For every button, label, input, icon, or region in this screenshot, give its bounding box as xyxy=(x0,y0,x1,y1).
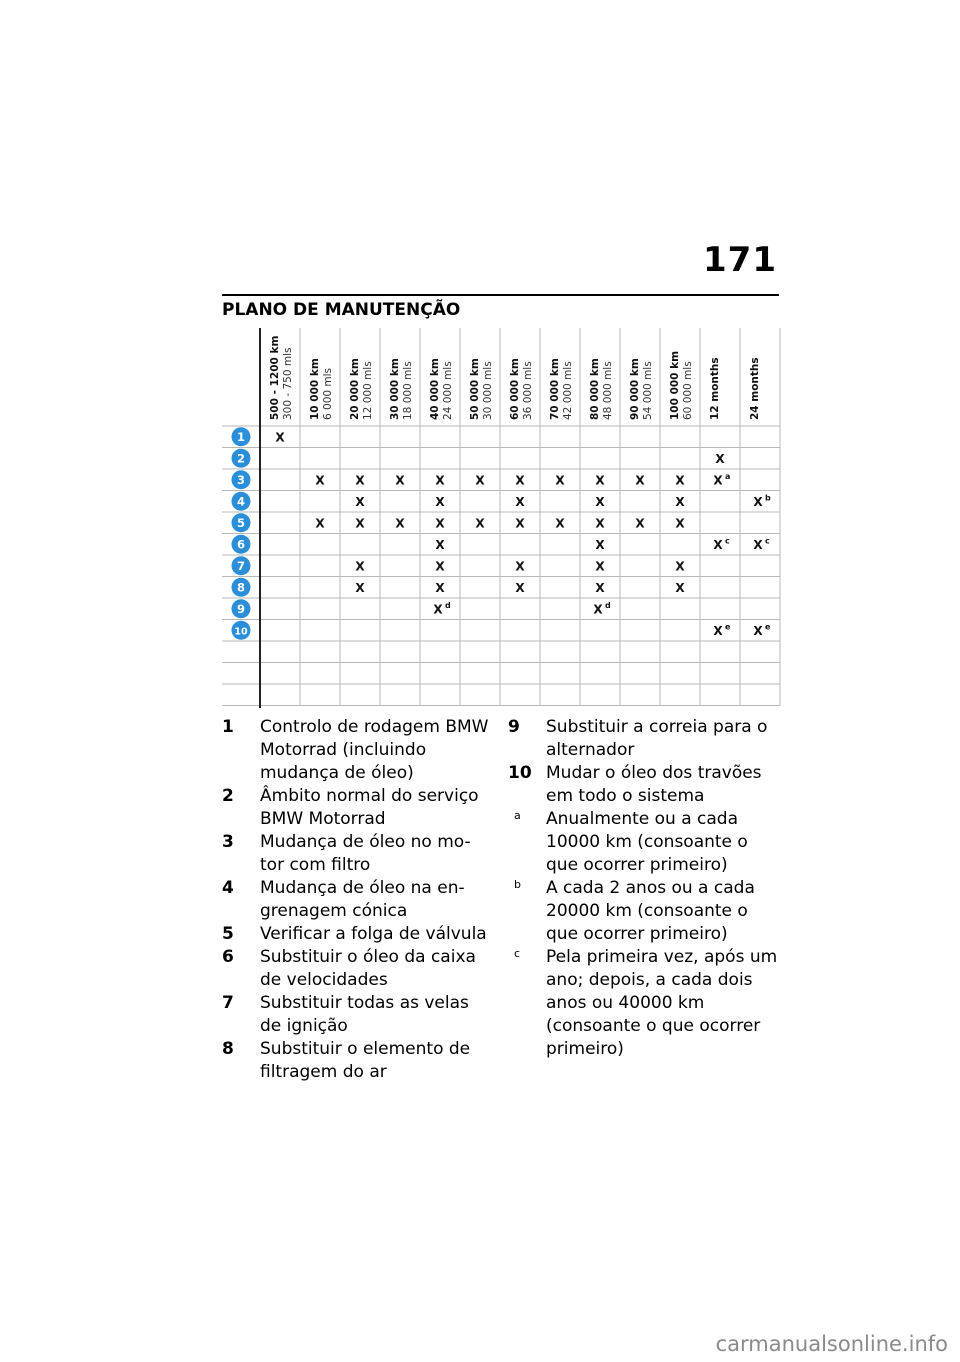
maintenance-mark: X xyxy=(675,516,685,531)
maintenance-mark: X xyxy=(595,580,605,595)
legend-item xyxy=(222,1038,492,1084)
header-rule xyxy=(222,294,779,296)
footnote-superscript: d xyxy=(445,600,451,610)
column-header-secondary: 300 - 750 mls xyxy=(282,347,294,420)
maintenance-mark: X xyxy=(713,537,723,552)
column-header-primary: 12 months xyxy=(709,357,721,420)
row-number: 3 xyxy=(236,472,246,487)
legend-number: 4 xyxy=(222,878,234,898)
maintenance-mark: X xyxy=(355,473,365,488)
maintenance-mark: X xyxy=(713,473,723,488)
column-header-secondary: 6 000 mls xyxy=(322,367,334,420)
column-header-primary: 40 000 km xyxy=(429,358,441,420)
legend-number: 2 xyxy=(222,786,234,806)
legend-number: 10 xyxy=(508,763,532,783)
legend-item xyxy=(222,831,492,877)
row-number: 1 xyxy=(236,429,246,444)
column-header-primary: 100 000 km xyxy=(669,350,681,420)
legend-number: 1 xyxy=(222,717,234,737)
footnote-marker: c xyxy=(514,947,521,960)
maintenance-schedule-table xyxy=(222,328,782,708)
legend-text: Verificar a folga de válvula xyxy=(260,924,487,944)
maintenance-mark: X xyxy=(435,494,445,509)
maintenance-mark: X xyxy=(595,537,605,552)
maintenance-mark: X xyxy=(315,473,325,488)
maintenance-mark: X xyxy=(355,559,365,574)
maintenance-mark: X xyxy=(753,494,763,509)
maintenance-mark: X xyxy=(435,559,445,574)
footnote-item xyxy=(508,808,778,877)
legend-item xyxy=(222,992,492,1038)
row-number: 9 xyxy=(236,601,246,616)
footnote-item xyxy=(508,877,778,946)
section-title: PLANO DE MANUTENÇÃO xyxy=(222,300,461,320)
legend-text: Substituir o óleo da caixa de velocidades xyxy=(260,947,476,990)
legend-number: 6 xyxy=(222,947,234,967)
legend-number: 7 xyxy=(222,993,234,1013)
maintenance-mark: X xyxy=(753,537,763,552)
column-header-primary: 24 months xyxy=(749,357,761,420)
legend-item xyxy=(508,762,778,808)
maintenance-mark: X xyxy=(435,516,445,531)
maintenance-mark: X xyxy=(435,537,445,552)
legend-item xyxy=(222,923,492,946)
footnote-text: Pela primeira vez, após um ano; depois, a cada dois anos ou 40000 km (consoante o que ocorrer primeiro) xyxy=(546,947,778,1059)
maintenance-mark: X xyxy=(395,516,405,531)
footnote-text: Anualmente ou a cada 10000 km (consoante o que ocorrer primeiro) xyxy=(546,809,748,875)
column-header-secondary: 42 000 mls xyxy=(562,361,574,420)
column-header-primary: 80 000 km xyxy=(589,358,601,420)
maintenance-mark: X xyxy=(433,602,443,617)
legend-number: 8 xyxy=(222,1039,234,1059)
maintenance-mark: X xyxy=(753,623,763,638)
footnote-marker: b xyxy=(514,878,521,891)
maintenance-mark: X xyxy=(515,559,525,574)
maintenance-mark: X xyxy=(595,559,605,574)
legend-number: 3 xyxy=(222,832,234,852)
legend-number: 9 xyxy=(508,717,520,737)
maintenance-mark: X xyxy=(355,516,365,531)
footnote-superscript: c xyxy=(725,536,730,546)
column-header-primary: 500 - 1200 km xyxy=(269,335,281,420)
maintenance-mark: X xyxy=(475,473,485,488)
legend-text: Mudança de óleo na en-grenagem cónica xyxy=(260,878,465,921)
legend-item xyxy=(222,716,492,785)
legend-right xyxy=(508,716,778,1061)
row-number: 8 xyxy=(236,580,246,595)
legend-text: Mudar o óleo dos travões em todo o sistema xyxy=(546,763,762,806)
row-number: 7 xyxy=(236,558,246,573)
footnote-item xyxy=(508,946,778,1061)
column-header-primary: 20 000 km xyxy=(349,358,361,420)
maintenance-mark: X xyxy=(435,580,445,595)
column-header-primary: 70 000 km xyxy=(549,358,561,420)
maintenance-mark: X xyxy=(515,473,525,488)
maintenance-mark: X xyxy=(635,473,645,488)
maintenance-mark: X xyxy=(275,430,285,445)
legend-text: Mudança de óleo no mo-tor com filtro xyxy=(260,832,471,875)
page-number: 171 xyxy=(703,240,777,280)
footnote-superscript: a xyxy=(725,471,731,481)
legend-text: Substituir a correia para o alternador xyxy=(546,717,768,760)
row-number: 5 xyxy=(236,515,246,530)
legend-item xyxy=(222,785,492,831)
row-number: 4 xyxy=(236,494,246,509)
column-header-secondary: 54 000 mls xyxy=(642,361,654,420)
maintenance-mark: X xyxy=(475,516,485,531)
legend-item xyxy=(508,716,778,762)
legend-text: Controlo de rodagem BMW Motorrad (incluindo mudança de óleo) xyxy=(260,717,489,783)
footnote-superscript: e xyxy=(765,622,771,632)
maintenance-mark: X xyxy=(635,516,645,531)
maintenance-mark: X xyxy=(355,494,365,509)
maintenance-mark: X xyxy=(595,473,605,488)
footnote-marker: a xyxy=(514,809,521,822)
maintenance-mark: X xyxy=(595,494,605,509)
column-header-primary: 10 000 km xyxy=(309,358,321,420)
row-number: 2 xyxy=(236,451,246,466)
column-header-primary: 60 000 km xyxy=(509,358,521,420)
maintenance-mark: X xyxy=(675,559,685,574)
maintenance-mark: X xyxy=(715,451,725,466)
footnote-superscript: e xyxy=(725,622,731,632)
column-header-secondary: 12 000 mls xyxy=(362,361,374,420)
column-header-secondary: 18 000 mls xyxy=(402,361,414,420)
maintenance-mark: X xyxy=(555,473,565,488)
maintenance-mark: X xyxy=(515,580,525,595)
column-header-primary: 50 000 km xyxy=(469,358,481,420)
row-number: 6 xyxy=(236,537,246,552)
column-header-secondary: 48 000 mls xyxy=(602,361,614,420)
column-header-secondary: 36 000 mls xyxy=(522,361,534,420)
footnote-superscript: d xyxy=(605,600,611,610)
maintenance-mark: X xyxy=(675,580,685,595)
maintenance-mark: X xyxy=(435,473,445,488)
maintenance-mark: X xyxy=(355,580,365,595)
column-header-secondary: 30 000 mls xyxy=(482,361,494,420)
legend-number: 5 xyxy=(222,924,234,944)
maintenance-mark: X xyxy=(515,494,525,509)
row-number: 10 xyxy=(234,626,248,638)
maintenance-mark: X xyxy=(675,473,685,488)
legend-text: Substituir todas as velas de ignição xyxy=(260,993,469,1036)
column-header-primary: 90 000 km xyxy=(629,358,641,420)
legend-left xyxy=(222,716,492,1084)
maintenance-mark: X xyxy=(595,516,605,531)
legend-text: Âmbito normal do serviço BMW Motorrad xyxy=(260,786,479,829)
maintenance-mark: X xyxy=(675,494,685,509)
column-header-secondary: 24 000 mls xyxy=(442,361,454,420)
legend-item xyxy=(222,946,492,992)
footnote-superscript: b xyxy=(765,493,771,503)
watermark: carmanualsonline.info xyxy=(715,1332,948,1356)
maintenance-mark: X xyxy=(315,516,325,531)
column-header-primary: 30 000 km xyxy=(389,358,401,420)
footnote-superscript: c xyxy=(765,536,770,546)
column-header-secondary: 60 000 mls xyxy=(682,361,694,420)
maintenance-mark: X xyxy=(515,516,525,531)
maintenance-mark: X xyxy=(593,602,603,617)
maintenance-mark: X xyxy=(555,516,565,531)
footnote-text: A cada 2 anos ou a cada 20000 km (consoante o que ocorrer primeiro) xyxy=(546,878,755,944)
maintenance-mark: X xyxy=(713,623,723,638)
maintenance-mark: X xyxy=(395,473,405,488)
legend-item xyxy=(222,877,492,923)
legend-text: Substituir o elemento de filtragem do ar xyxy=(260,1039,471,1082)
